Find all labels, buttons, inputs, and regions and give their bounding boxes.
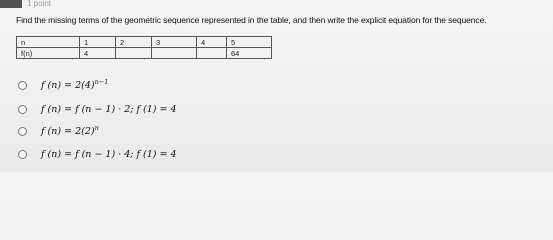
option-label: f (n) = f (n − 1) · 2; f (1) = 4 <box>41 104 177 116</box>
table-cell: 4 <box>197 37 227 48</box>
option-label: f $(n) = 2(2)^n$ <box>41 124 99 138</box>
table-cell: 4 <box>80 48 116 59</box>
table-cell <box>197 48 227 59</box>
answer-option-2[interactable] <box>18 101 177 117</box>
radio-button[interactable] <box>18 105 27 114</box>
table-cell: n <box>17 37 80 48</box>
radio-button[interactable] <box>18 150 27 159</box>
table-cell: 2 <box>116 37 152 48</box>
table-row <box>17 48 272 59</box>
table-cell: 64 <box>227 48 272 59</box>
sequence-table <box>16 36 272 59</box>
radio-button[interactable] <box>18 81 27 90</box>
table-cell <box>152 48 197 59</box>
answer-option-1[interactable] <box>18 77 108 93</box>
points-badge <box>0 0 22 8</box>
table-cell: 5 <box>227 37 272 48</box>
option-label: f $(n) = 2(4)^{n-1}$ <box>41 78 109 92</box>
table-cell: f(n) <box>17 48 80 59</box>
question-text: Find the missing terms of the geometric sequence represented in the table, and then write the explicit equation for the sequence. <box>16 15 487 25</box>
table-cell: 3 <box>152 37 197 48</box>
answer-option-4[interactable] <box>18 146 177 162</box>
table-cell: 1 <box>80 37 116 48</box>
table-cell <box>116 48 152 59</box>
radio-button[interactable] <box>18 127 27 136</box>
answer-option-3[interactable] <box>18 123 99 139</box>
points-label: 1 point <box>27 0 52 8</box>
table-row <box>17 37 272 48</box>
option-label: f (n) = f (n − 1) · 4; f (1) = 4 <box>41 149 177 161</box>
